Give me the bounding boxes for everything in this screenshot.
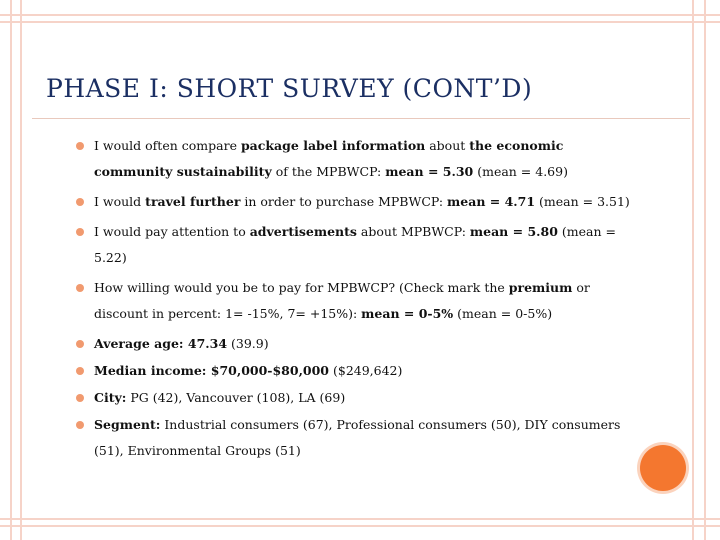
bullet-text: (mean = 4.69)	[473, 164, 568, 179]
bullet-emphasis: premium	[508, 280, 573, 295]
frame-left-border	[10, 0, 22, 540]
bullet-text: I would	[94, 194, 146, 209]
bullet-dot-icon	[76, 198, 84, 206]
decorative-circle	[640, 445, 686, 491]
bullet-dot-icon	[76, 284, 84, 292]
bullet-text: about MPBWCP:	[356, 224, 470, 239]
bullet-item-city	[76, 385, 636, 411]
bullet-item-average-age	[76, 331, 636, 357]
frame-bottom-border	[0, 518, 720, 527]
bullet-text: (mean = 5.22)	[94, 224, 616, 265]
title-divider	[32, 118, 690, 119]
bullet-dot-icon	[76, 228, 84, 236]
bullet-text: in order to purchase MPBWCP:	[240, 194, 448, 209]
bullet-emphasis: Segment:	[94, 417, 161, 432]
bullet-text: (39.9)	[227, 336, 269, 351]
bullet-text: (mean = 3.51)	[535, 194, 630, 209]
bullet-text: PG (42), Vancouver (108), LA (69)	[126, 390, 346, 405]
bullet-item-travel-further	[76, 189, 636, 215]
bullet-emphasis: travel further	[145, 194, 241, 209]
bullet-text: or discount in percent: 1= -15%, 7= +15%):	[94, 280, 590, 321]
bullet-emphasis: mean = 5.30	[385, 164, 474, 179]
bullet-emphasis: Average age: 47.34	[94, 336, 228, 351]
bullet-emphasis: City:	[94, 390, 127, 405]
bullet-item-advertisements	[76, 219, 636, 271]
bullet-text: How willing would you be to pay for MPBWCP? (Check mark the	[94, 280, 509, 295]
bullet-text: about	[425, 138, 470, 153]
bullet-text: (mean = 0-5%)	[453, 306, 553, 321]
bullet-text: of the MPBWCP:	[271, 164, 386, 179]
bullet-text: I would pay attention to	[94, 224, 250, 239]
bullet-dot-icon	[76, 421, 84, 429]
bullet-emphasis: the economic community sustainability	[94, 138, 564, 179]
bullet-list	[76, 133, 636, 468]
bullet-emphasis: mean = 0-5%	[361, 306, 454, 321]
bullet-dot-icon	[76, 142, 84, 150]
bullet-item-median-income	[76, 358, 636, 384]
bullet-item-package-label	[76, 133, 636, 185]
bullet-text: Industrial consumers (67), Professional consumers (50), DIY consumers (51), Environmental Groups (51)	[94, 417, 621, 458]
bullet-emphasis: mean = 5.80	[469, 224, 558, 239]
bullet-dot-icon	[76, 340, 84, 348]
bullet-item-segment	[76, 412, 636, 464]
frame-top-border	[0, 14, 720, 23]
bullet-item-willingness-to-pay	[76, 275, 636, 327]
bullet-emphasis: Median income: $70,000-$80,000	[94, 363, 330, 378]
frame-right-border	[692, 0, 706, 540]
bullet-dot-icon	[76, 367, 84, 375]
bullet-text: ($249,642)	[329, 363, 403, 378]
bullet-emphasis: mean = 4.71	[447, 194, 536, 209]
bullet-text: I would often compare	[94, 138, 241, 153]
slide-title: PHASE I: SHORT SURVEY (CONT’D)	[46, 74, 533, 103]
bullet-emphasis: package label information	[240, 138, 426, 153]
bullet-emphasis: advertisements	[249, 224, 357, 239]
bullet-dot-icon	[76, 394, 84, 402]
